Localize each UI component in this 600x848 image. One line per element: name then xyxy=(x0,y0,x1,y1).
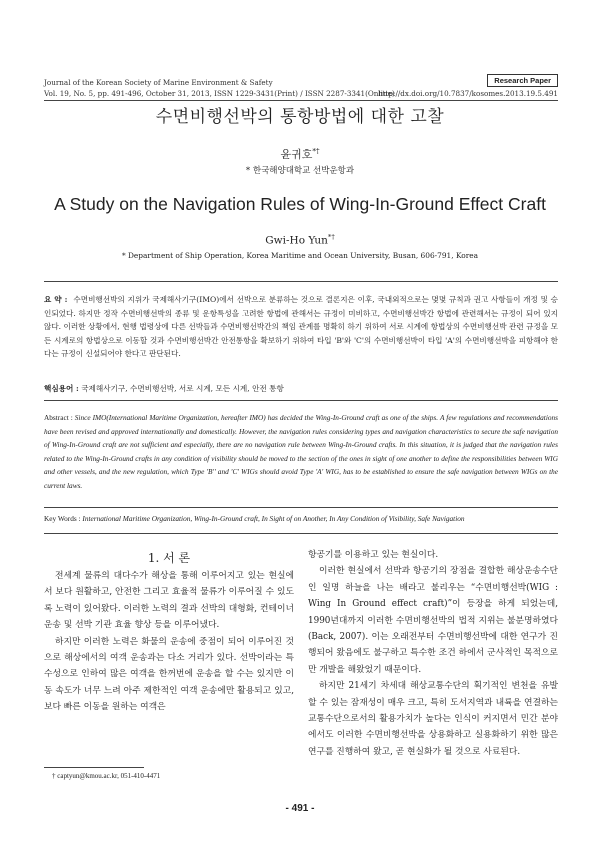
keywords-korean-text: 국제해사기구, 수면비행선박, 서로 시계, 모든 시계, 안전 통항 xyxy=(81,384,284,393)
page-number: - 491 - xyxy=(285,803,315,814)
affiliation-korean: * 한국해양대학교 선박운항과 xyxy=(245,166,355,176)
author-korean-name: 윤귀호 xyxy=(280,148,313,161)
abstract-divider-bottom xyxy=(44,507,558,508)
paragraph: 하지만 21세기 차세대 해상교통수단의 획기적인 변천을 유발할 수 있는 잠재성이 매우 크고, 특히 도서지역과 내륙을 연결하는 교통수단으로서의 활용가치가 높다는 인식이 커지면서 민간 분야에서도 이러한 수면비행선박을 상용화하고 실용화하기 위한 많은 연구를 진행하여 왔고, 곧 현실화가 될 것으로 사료된다. xyxy=(308,681,558,757)
author-korean xyxy=(0,146,600,162)
abstract-korean xyxy=(44,293,558,361)
section-heading-introduction: 1. 서 론 xyxy=(147,551,191,565)
abstract-korean-label: 요 약 : xyxy=(44,295,68,304)
abstract-korean-text: 수면비행선박의 지위가 국제해사기구(IMO)에서 선박으로 분류하는 것으로 결론지은 이후, 국내외적으로는 몇몇 규칙과 권고 사항들이 개정 및 승인되었다. 하지만 정작 수면비행선박의 종류 및 운항특성을 고려한 항법에 관해서는 규정이 미비하고, 수면비행선박간 항법에 관련해서는 규정이 되어 있지 않다. 이러한 상황에서, 현행 법령상에 다른 선박들과 수면비행선박간의 책임 관계를 명확히 하기 위하여 서로 시계에 항법상의 수면비행선박 관련 규정을 모든 시계로의 항법상으로 이동할 것과 수면비행선박간 안전통항을 확보하기 위하여 타입 'B'와 'C'의 수면비행선박이 타입 'A'의 수면비행선박을 피항해야 한다는 규정이 신설되어야 한다고 판단된다. xyxy=(44,295,558,359)
footnote-text: captyun@kmou.ac.kr, 051-410-4471 xyxy=(57,772,161,780)
abstract-divider-top xyxy=(44,281,558,282)
body-column-right xyxy=(308,547,558,760)
author-english-mark: *† xyxy=(327,233,335,241)
keywords-english xyxy=(44,514,558,523)
keywords-korean xyxy=(44,383,558,394)
author-korean-mark: *† xyxy=(312,146,320,156)
keywords-divider xyxy=(44,533,558,534)
header-divider xyxy=(44,100,558,101)
title-korean: 수면비행선박의 통항방법에 대한 고찰 xyxy=(155,107,445,127)
footnote-divider xyxy=(44,767,144,768)
keywords-english-label: Key Words : xyxy=(44,514,81,523)
author-english-name: Gwi-Ho Yun xyxy=(265,234,328,247)
author-english xyxy=(0,233,600,247)
abstract-english-text: Since IMO(International Maritime Organization, hereafter IMO) has decided the Wing-In-Ground craft as one of the ships. A few regulations and recommendations have been revised and approved internationally and domestically. However, the navigation rules considering types and navigation characteristics to secure the safe navigation of Wing-In-Ground craft are not sufficient and especially, there are no navigation rule between Wing-In-Ground crafts. In this situation, it is judged that the navigation rules related to the Wing-In-Ground crafts in any condition of visibility should be moved to the section of the ones in sight of one another to define the responsibilities between WIG and other vessels, and the new regulation, which Type 'B'' and 'C' WIGs should avoid Type 'A' WIG, has to be established to ensure the safe navigation between WIGs on the current laws. xyxy=(44,413,558,490)
paragraph: 항공기를 이용하고 있는 현실이다. xyxy=(308,550,439,560)
keywords-english-text: International Maritime Organization, Wing-In-Ground craft, In Sight of on Another, In Any Condition of Visibility, Safe Navigation xyxy=(82,514,465,523)
affiliation-english: * Department of Ship Operation, Korea Maritime and Ocean University, Busan, 606-791, Korea xyxy=(121,251,479,260)
abstract-english xyxy=(44,411,558,493)
title-english: A Study on the Navigation Rules of Wing-In-Ground Effect Craft xyxy=(54,194,546,214)
paragraph: 이러한 현실에서 선박과 항공기의 장점을 결합한 해상운송수단인 일명 하늘을 나는 배라고 불리우는 “수면비행선박(WIG : Wing In Ground effect craft)”이 등장을 하게 되었는데, 1990년대까지 이러한 수면비행선박의 법적 지위는 불분명하였다(Back, 2007). 이는 오래전부터 수면비행선박에 대한 연구가 진행되어 왔음에도 불구하고 특수한 조건 하에서 군사적인 목적으로만 개발을 해왔었기 때문이다. xyxy=(308,566,558,675)
footnote-mark: † xyxy=(52,772,56,780)
journal-name: Journal of the Korean Society of Marine Environment & Safety xyxy=(44,78,273,87)
doi-link[interactable]: http://dx.doi.org/10.7837/kosomes.2013.19.5.491 xyxy=(378,89,558,98)
abstract-english-label: Abstract : xyxy=(44,413,73,422)
body-column-left xyxy=(44,568,294,716)
paragraph: 하지만 이러한 노력은 화물의 운송에 중점이 되어 이루어진 것으로 해상에서의 여객 운송과는 다소 거리가 있다. 선박이라는 특수성으로 인하여 많은 여객을 한꺼번에 운송을 할 수는 있지만 이동 속도가 너무 느려 아주 제한적인 여객 운송에만 활용되고 있고, 보다 빠른 이동을 원하는 여객은 xyxy=(44,636,294,713)
paragraph: 전세계 물류의 대다수가 해상을 통해 이루어지고 있는 현실에서 보다 원활하고, 안전한 그리고 효율적 물류가 이루어질 수 있도록 노력이 있어왔다. 이러한 노력의 결과 선박의 대형화, 컨테이너 운송 및 선박 기관 효율 향상 등을 이루어냈다. xyxy=(44,571,294,631)
keywords-korean-label: 핵심용어 : xyxy=(44,384,79,393)
paper-type-badge: Research Paper xyxy=(487,74,558,87)
abstract-divider-mid xyxy=(44,400,558,401)
volume-info: Vol. 19, No. 5, pp. 491-496, October 31, 2013, ISSN 1229-3431(Print) / ISSN 2287-3341(Online) xyxy=(44,89,395,98)
footnote xyxy=(52,772,160,780)
